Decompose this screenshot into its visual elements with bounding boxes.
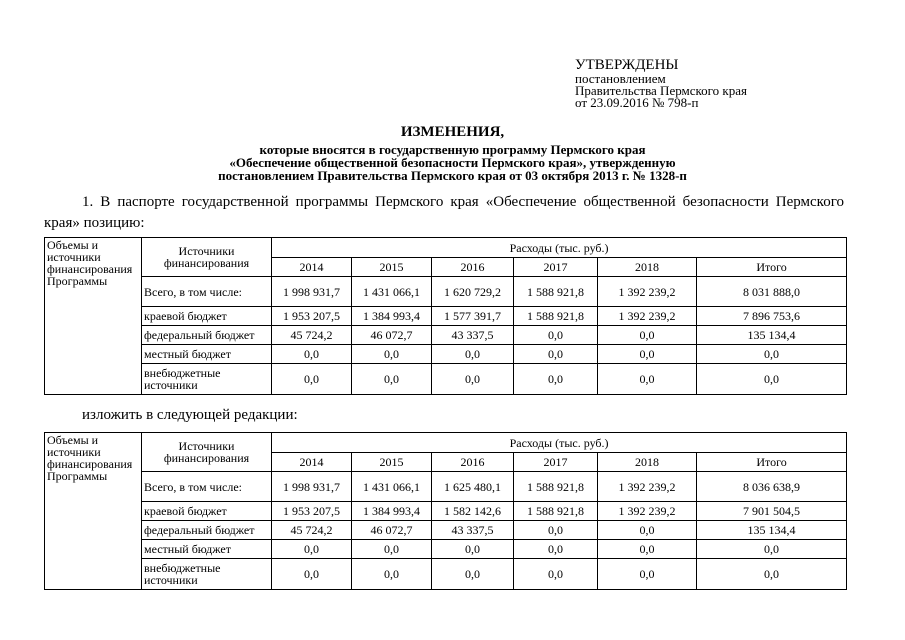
value-cell: 0,0 [598,559,697,590]
value-cell: 1 953 207,5 [272,502,352,521]
value-cell: 1 953 207,5 [272,307,352,326]
row-label: местный бюджет [142,345,272,364]
value-cell: 0,0 [432,364,514,395]
value-cell: 46 072,7 [352,521,432,540]
value-cell: 135 134,4 [697,326,847,345]
financing-table-old [44,237,847,395]
total-header: Итого [697,258,847,277]
value-cell: 8 031 888,0 [697,277,847,307]
value-cell: 0,0 [272,345,352,364]
value-cell: 0,0 [514,540,598,559]
row-label: краевой бюджет [142,307,272,326]
value-cell: 0,0 [352,540,432,559]
value-cell: 1 392 239,2 [598,277,697,307]
value-cell: 0,0 [598,345,697,364]
table-row [45,307,847,326]
value-cell: 1 582 142,6 [432,502,514,521]
value-cell: 1 588 921,8 [514,472,598,502]
value-cell: 7 896 753,6 [697,307,847,326]
sources-header-cell: Источники финансирования [142,433,272,472]
subtitle-line: «Обеспечение общественной безопасности Пермского края», утвержденную [229,155,676,170]
approval-line: от 23.09.2016 № 798-п [575,95,699,110]
value-cell: 1 625 480,1 [432,472,514,502]
value-cell: 0,0 [352,364,432,395]
table-row [45,521,847,540]
financing-header-cell: Объемы и источники финансирования Программы [45,238,142,395]
value-cell: 0,0 [352,559,432,590]
value-cell: 0,0 [697,364,847,395]
value-cell: 0,0 [432,345,514,364]
subtitle-line: постановлением Правительства Пермского края от 03 октября 2013 г. № 1328-п [218,168,687,183]
value-cell: 0,0 [432,559,514,590]
row-label: краевой бюджет [142,502,272,521]
table-row [45,277,847,307]
year-header: 2018 [598,453,697,472]
table-row [45,472,847,502]
document-title: ИЗМЕНЕНИЯ, [400,124,505,140]
year-header: 2017 [514,258,598,277]
value-cell: 8 036 638,9 [697,472,847,502]
value-cell: 1 392 239,2 [598,307,697,326]
value-cell: 0,0 [697,345,847,364]
value-cell: 1 392 239,2 [598,502,697,521]
row-label: федеральный бюджет [142,521,272,540]
value-cell: 0,0 [598,540,697,559]
value-cell: 0,0 [598,364,697,395]
financing-table-new [44,432,847,590]
value-cell: 1 588 921,8 [514,307,598,326]
value-cell: 45 724,2 [272,326,352,345]
value-cell: 0,0 [514,521,598,540]
row-label: внебюджетные источники [142,364,272,395]
year-header: 2014 [272,453,352,472]
value-cell: 0,0 [598,326,697,345]
value-cell: 0,0 [598,521,697,540]
value-cell: 45 724,2 [272,521,352,540]
paragraph-intro: 1. В паспорте государственной программы Пермского края «Обеспечение общественной безопасности Пермского края» позицию: [44,194,844,231]
year-header: 2015 [352,258,432,277]
value-cell: 1 998 931,7 [272,472,352,502]
row-label: Всего, в том числе: [142,472,272,502]
table-row [45,540,847,559]
value-cell: 0,0 [432,540,514,559]
value-cell: 43 337,5 [432,326,514,345]
value-cell: 0,0 [352,345,432,364]
value-cell: 1 998 931,7 [272,277,352,307]
year-header: 2015 [352,453,432,472]
total-header: Итого [697,453,847,472]
paragraph-new-edition: изложить в следующей редакции: [82,407,298,423]
value-cell: 1 577 391,7 [432,307,514,326]
value-cell: 0,0 [272,540,352,559]
year-header: 2018 [598,258,697,277]
value-cell: 0,0 [272,364,352,395]
value-cell: 1 588 921,8 [514,277,598,307]
value-cell: 1 392 239,2 [598,472,697,502]
year-header: 2016 [432,453,514,472]
value-cell: 0,0 [514,345,598,364]
value-cell: 7 901 504,5 [697,502,847,521]
subtitle-line: которые вносятся в государственную программу Пермского края [259,142,646,157]
year-header: 2016 [432,258,514,277]
approval-title: УТВЕРЖДЕНЫ [575,57,679,73]
value-cell: 46 072,7 [352,326,432,345]
approval-stamp [575,58,747,109]
table-row [45,559,847,590]
table-row [45,345,847,364]
sources-header-cell: Источники финансирования [142,238,272,277]
value-cell: 0,0 [697,540,847,559]
table-row [45,364,847,395]
document-subtitle [0,143,905,182]
year-header: 2014 [272,258,352,277]
value-cell: 1 384 993,4 [352,307,432,326]
approval-line: постановлением [575,71,666,86]
value-cell: 0,0 [514,559,598,590]
value-cell: 1 431 066,1 [352,472,432,502]
financing-header-cell: Объемы и источники финансирования Программы [45,433,142,590]
row-label: федеральный бюджет [142,326,272,345]
row-label: местный бюджет [142,540,272,559]
table-row [45,502,847,521]
value-cell: 43 337,5 [432,521,514,540]
value-cell: 0,0 [514,364,598,395]
approval-line: Правительства Пермского края [575,83,747,98]
value-cell: 0,0 [514,326,598,345]
value-cell: 1 588 921,8 [514,502,598,521]
expenses-header-cell: Расходы (тыс. руб.) [272,433,847,453]
year-header: 2017 [514,453,598,472]
value-cell: 1 431 066,1 [352,277,432,307]
row-label: Всего, в том числе: [142,277,272,307]
value-cell: 0,0 [697,559,847,590]
table-row [45,326,847,345]
value-cell: 135 134,4 [697,521,847,540]
value-cell: 1 384 993,4 [352,502,432,521]
value-cell: 1 620 729,2 [432,277,514,307]
expenses-header-cell: Расходы (тыс. руб.) [272,238,847,258]
value-cell: 0,0 [272,559,352,590]
row-label: внебюджетные источники [142,559,272,590]
